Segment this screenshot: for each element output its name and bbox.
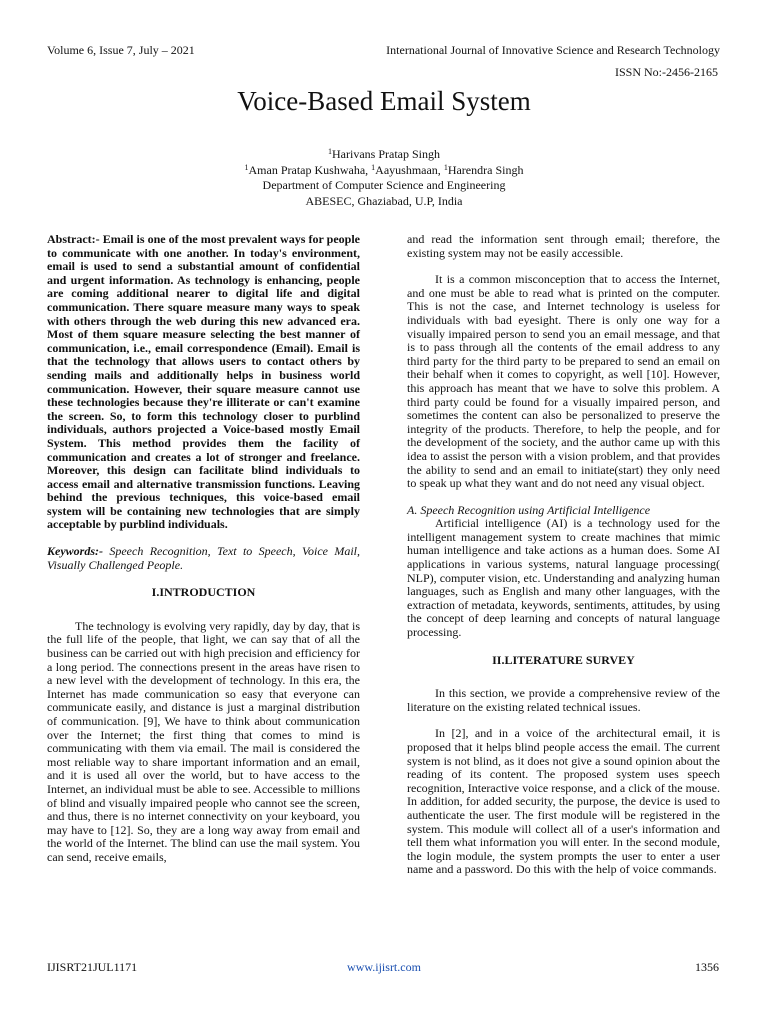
affil-sup: 1 — [328, 147, 332, 156]
affil-sup: 1 — [371, 162, 376, 172]
footer-paper-id: IJISRT21JUL1171 — [47, 960, 138, 974]
header-issn: ISSN No:-2456-2165 — [614, 65, 718, 79]
header-journal: International Journal of Innovative Science and Research Technology — [386, 43, 720, 57]
abstract-label: Abstract:- — [47, 232, 100, 246]
right-column — [407, 233, 720, 877]
author-name: Aman Pratap Kushwaha, — [248, 162, 372, 177]
section-heading-literature: II.LITERATURE SURVEY — [492, 652, 635, 667]
abstract — [47, 233, 360, 532]
footer-page-number: 1356 — [695, 960, 719, 974]
author-institution: ABESEC, Ghaziabad, U.P, India — [305, 193, 463, 208]
paper-title: Voice-Based Email System — [237, 86, 531, 116]
footer-website-link[interactable]: www.ijisrt.com — [347, 960, 421, 974]
affil-sup: 1 — [443, 162, 448, 172]
header-volume: Volume 6, Issue 7, July – 2021 — [47, 43, 195, 57]
author-name: Aayushmaan, — [375, 162, 444, 177]
abstract-text: Email is one of the most prevalent ways for people to communicate with one another. In today's environment, email is used to send a substantial amount of confidential and urgent information. As technology is enhancing, people are coming additional nearer to digital life and digital communication. There square measure many ways to speak with others through the web during this new advanced era. Most of them square measure selecting the best manner of communication, i.e., email correspondence (Email). Email is that the technology that allows users to contact others by sending mails and additionally helps in business world communication. However, their square measure cannot use these technologies because they're illiterate or can't examine the screen. So, to form this technology closer to purblind individuals, authors projected a Voice-based mostly Email System. This method provides them the facility of communication and creates a lot of stronger and freelance. Moreover, this design can facilitate blind individuals to access email and alternative transmission functions. Leaving behind the previous techniques, this voice-based email system will be containing new technologies that are simply acceptable by purblind individuals. — [47, 232, 360, 532]
author-department: Department of Computer Science and Engineering — [262, 178, 506, 192]
paragraph: Artificial intelligence (AI) is a technology used for the intelligent management system to create machines that mimic human intelligence and take actions as a human does. Some AI applications in various systems, natural language processing( NLP), computer vision, etc. Understanding and analyzing human languages, such as English and many other languages, with the extraction of metadata, keywords, sentiments, attitudes, by using the concept of deep learning and concepts of natural language processing. — [407, 516, 720, 640]
keywords — [47, 545, 360, 572]
author-block — [0, 147, 768, 209]
author-name: Harivans Pratap Singh — [332, 147, 440, 161]
paragraph: It is a common misconception that to access the Internet, and one must be able to read what is printed on the computer. This is not the case, and Internet technology is useless for individuals with bad eyesight. There is only one way for a visually impaired person to send you an email message, and that is to pass through all the contents of the email address to any third party for the third party to be prepared to send an email on their behalf when it comes to copyright, as well [10]. However, this approach has meant that we have to solve this problem. A third party could be found for a visually impaired person, and sometimes the content can also be personalized to preserve the integrity of the products. Therefore, to help the people, and for the development of the society, and the author came up with this idea to assist the person with a vision problem, and that provides the ability to send and an email to initiate(start) they only need to speak up what they want and do not need any visual object. — [407, 272, 720, 491]
paragraph: In [2], and in a voice of the architectural email, it is proposed that it helps blind people access the email. The current system is not blind, as it does not give a sound opinion about the reading of its content. The proposed system uses speech recognition, Interactive voice response, and a click of the mouse. In addition, for added security, the purpose, the device is used to authenticate the user. The first module will be registered in the system. This module will collect all of a user's information and tell them what information you will enter. In the second module, the login module, the system prompts the user to enter a user name and a password. Do this with the help of voice commands. — [407, 726, 720, 877]
affil-sup: 1 — [244, 162, 249, 172]
left-column — [47, 233, 360, 865]
author-line-2 — [0, 163, 768, 179]
subsection-heading: A. Speech Recognition using Artificial Intelligence — [407, 502, 651, 517]
author-line-1 — [0, 147, 768, 163]
keywords-text: Speech Recognition, Text to Speech, Voice Mail, Visually Challenged People. — [47, 544, 360, 572]
paragraph: The technology is evolving very rapidly, day by day, that is the full life of the people, that light, we can say that of all the business can be carried out with high precision and efficiency for a long period. The connections present in the areas have risen to a new level with the development of technology. In this era, the Internet has made communication so easy that everyone can communicate easily, and distance is just a marginal distribution of communication. [9], We have to think about communication over the Internet; the first thing that comes to mind is communicating with them via email. The mail is considered the most reliable way to share important information and an email, and it is used all over the world, but to have access to the Internet, an individual must be able to see. Accessible to millions of blind and visually impaired people who cannot see the screen, and thus, there is no internet connectivity on your keyboard, you may have to [12]. So, they are a long way away from email and the world of the Internet. The blind can use the mail system. You can send, receive emails, — [47, 618, 361, 864]
author-name: Harendra Singh — [447, 162, 524, 177]
keywords-label: Keywords:- — [47, 544, 103, 559]
paragraph-continued: and read the information sent through email; therefore, the existing system may not be easily accessible. — [407, 232, 720, 260]
paragraph: In this section, we provide a comprehensive review of the literature on the existing related technical issues. — [407, 686, 720, 714]
section-heading-introduction: I.INTRODUCTION — [151, 585, 256, 600]
